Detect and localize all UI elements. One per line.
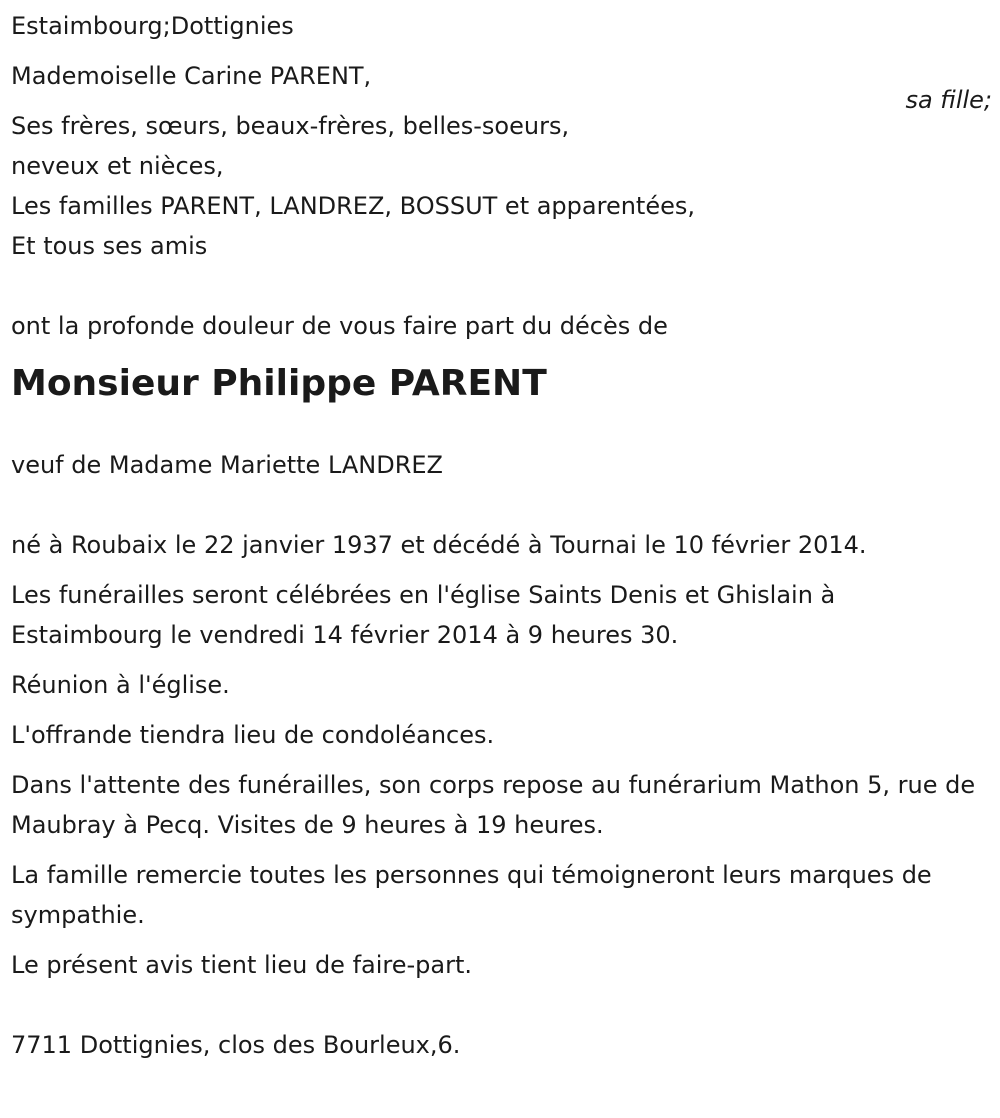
- notice-validity: Le présent avis tient lieu de faire-part.: [11, 951, 473, 979]
- announcement-text: ont la profonde douleur de vous faire part du décès de: [11, 312, 668, 340]
- family-member: Ses frères, sœurs, beaux-frères, belles-soeurs,: [11, 112, 570, 140]
- funeral-details: Les funérailles seront célébrées en l'église Saints Denis et Ghislain à Estaimbourg le vendredi 14 février 2014 à 9 heures 30.: [11, 581, 836, 649]
- relation-label: sa fille;: [905, 86, 992, 114]
- family-member: neveux et nièces,: [11, 152, 224, 180]
- gathering-info: Réunion à l'église.: [11, 671, 230, 699]
- notice-location: Estaimbourg;Dottignies: [11, 12, 294, 40]
- birth-death-info: né à Roubaix le 22 janvier 1937 et décédé à Tournai le 10 février 2014.: [11, 531, 867, 559]
- family-address: 7711 Dottignies, clos des Bourleux,6.: [11, 1031, 461, 1059]
- thanks-text: La famille remercie toutes les personnes qui témoigneront leurs marques de sympathie.: [11, 861, 932, 929]
- death-notice: [11, 0, 993, 1065]
- deceased-spouse: veuf de Madame Mariette LANDREZ: [11, 451, 443, 479]
- deceased-name: Monsieur Philippe PARENT: [11, 363, 547, 404]
- funerarium-info: Dans l'attente des funérailles, son corps repose au funérarium Mathon 5, rue de Maubray à Pecq. Visites de 9 heures à 19 heures.: [11, 771, 976, 839]
- family-member: Et tous ses amis: [11, 232, 208, 260]
- offering-info: L'offrande tiendra lieu de condoléances.: [11, 721, 495, 749]
- family-member: Les familles PARENT, LANDREZ, BOSSUT et apparentées,: [11, 192, 695, 220]
- family-first-member: Mademoiselle Carine PARENT,: [11, 62, 372, 90]
